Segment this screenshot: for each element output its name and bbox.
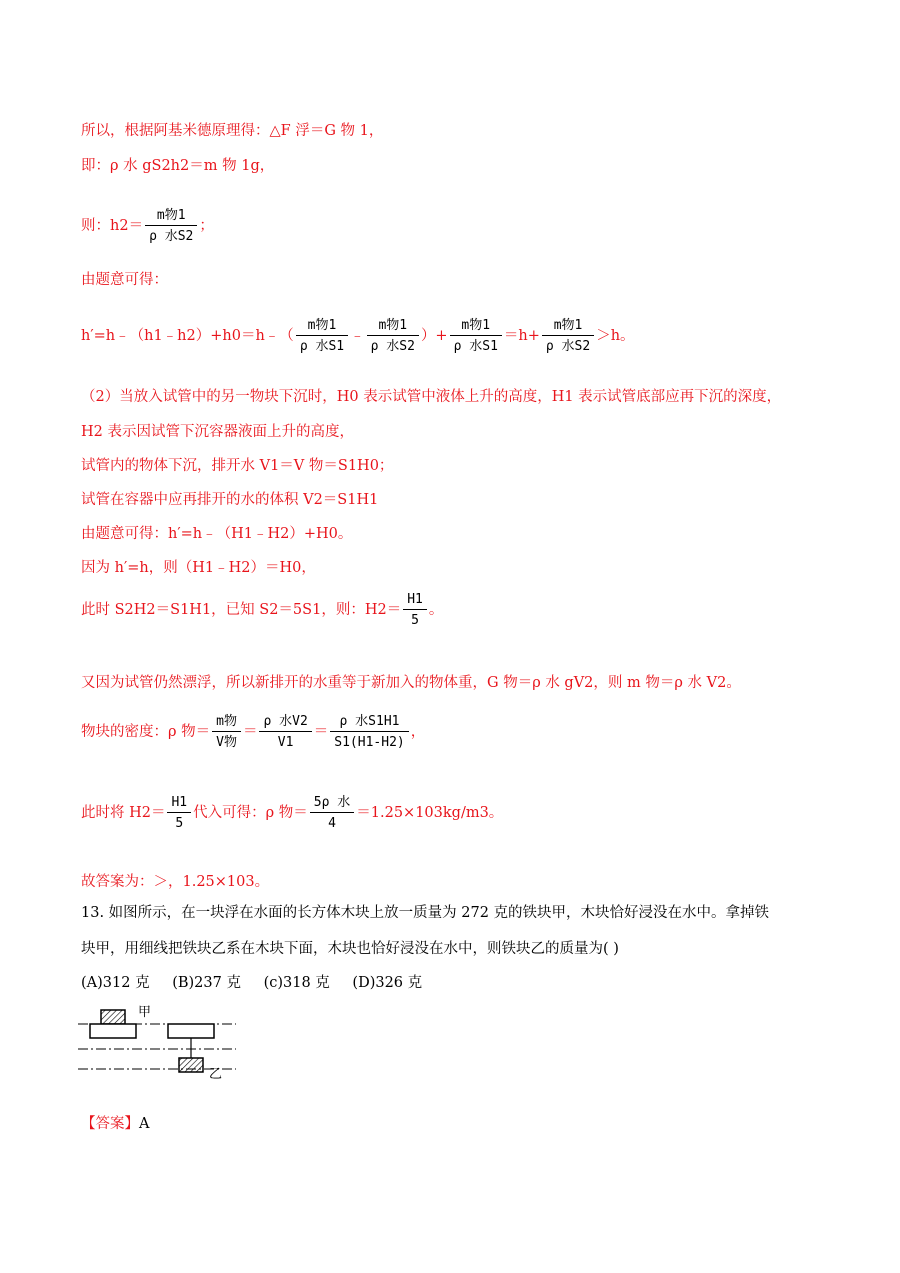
fraction-h1-over-5 [403, 591, 427, 629]
question-13-line-2: 块甲，用细线把铁块乙系在木块下面，木块也恰好浸没在水中，则铁块乙的质量为( ) [81, 941, 619, 957]
solution-line-15 [81, 793, 503, 833]
fraction-5rho-over-4 [310, 794, 354, 832]
denominator: V1 [277, 735, 294, 750]
answer-line [81, 1112, 149, 1133]
text: ＞h。 [596, 328, 635, 344]
text: ＝h+ [503, 328, 540, 344]
option-a: (A)312 克 [81, 975, 150, 991]
answer-label: 【答案】 [81, 1116, 139, 1132]
solution-line-5 [81, 316, 635, 356]
label-jia: 甲 [138, 1005, 152, 1020]
solution-line-1: 所以，根据阿基米德原理得：△F 浮＝G 物 1， [81, 123, 384, 139]
question-13-line-1: 13. 如图所示，在一块浮在水面的长方体木块上放一质量为 272 克的铁块甲，木块恰好浸没在水中。拿掉铁 [81, 905, 770, 921]
text: ， [410, 724, 426, 740]
text: 物块的密度：ρ 物＝ [81, 724, 211, 740]
iron-block-yi [179, 1058, 203, 1072]
text: 此时 S2H2＝S1H1，已知 S2＝5S1，则：H2＝ [81, 602, 402, 618]
numerator: m物1 [367, 317, 419, 336]
numerator: m物 [212, 713, 241, 732]
physics-diagram [78, 1003, 238, 1089]
label-yi: 乙 [209, 1067, 223, 1082]
text: 。 [428, 602, 444, 618]
denominator: ρ 水S1 [453, 339, 498, 354]
fraction [542, 317, 594, 355]
fraction-m1-over-rho-s2 [145, 207, 197, 245]
denominator: 5 [411, 613, 419, 628]
denominator: 4 [328, 816, 336, 831]
text: ＝1.25×103kg/m3。 [356, 805, 504, 821]
option-c: (c)318 克 [263, 975, 330, 991]
wood-block-right [168, 1024, 214, 1038]
text: ﹣ [350, 328, 365, 344]
option-b: (B)237 克 [172, 975, 241, 991]
solution-line-16: 故答案为：＞，1.25×103。 [81, 874, 270, 890]
denominator: ρ 水S1 [299, 339, 345, 354]
numerator: ρ 水S1H1 [330, 713, 408, 732]
denominator: ρ 水S2 [149, 229, 194, 244]
solution-line-2: 即：ρ 水 gS2h2＝m 物 1g， [81, 158, 275, 174]
answer-value: A [139, 1116, 150, 1132]
solution-line-13: 又因为试管仍然漂浮，所以新排开的水重等于新加入的物体重，G 物＝ρ 水 gV2，则 m 物＝ρ 水 V2。 [81, 675, 741, 691]
solution-line-7: H2 表示因试管下沉容器液面上升的高度， [81, 424, 354, 440]
numerator: m物1 [145, 207, 197, 226]
numerator: H1 [167, 794, 191, 813]
denominator: ρ 水S2 [545, 339, 591, 354]
numerator: m物1 [296, 317, 348, 336]
numerator: m物1 [542, 317, 594, 336]
numerator: H1 [403, 591, 427, 610]
text: h′=h﹣（h1﹣h2）+h0＝h﹣（ [81, 328, 294, 344]
denominator: S1(H1-H2) [334, 735, 405, 750]
fraction-rho-v2-over-v1 [259, 713, 311, 751]
text: ＝ [242, 724, 258, 740]
solution-line-11: 因为 h′=h，则（H1﹣H2）＝H0， [81, 560, 316, 576]
numerator: ρ 水V2 [259, 713, 311, 732]
fraction [296, 317, 348, 355]
text: ＝ [313, 724, 329, 740]
numerator: 5ρ 水 [310, 794, 354, 813]
solution-line-6: （2）当放入试管中的另一物块下沉时，H0 表示试管中液体上升的高度，H1 表示试管底部应再下沉的深度， [81, 389, 782, 405]
fraction [367, 317, 419, 355]
text: ； [199, 218, 214, 234]
solution-line-12 [81, 590, 443, 630]
option-d: (D)326 克 [352, 975, 423, 991]
denominator: V物 [216, 735, 237, 750]
text: 代入可得：ρ 物＝ [193, 805, 308, 821]
fraction [450, 317, 502, 355]
text: ）+ [420, 328, 448, 344]
options-row [81, 973, 422, 993]
solution-line-3 [81, 206, 214, 246]
solution-line-10: 由题意可得：h′=h﹣（H1﹣H2）+H0。 [81, 526, 353, 542]
denominator: 5 [175, 816, 184, 831]
denominator: ρ 水S2 [370, 339, 415, 354]
diagram-svg [78, 1003, 238, 1085]
fraction-m-over-v [212, 713, 241, 751]
solution-line-14 [81, 712, 425, 752]
solution-line-4: 由题意可得： [81, 272, 168, 288]
numerator: m物1 [450, 317, 502, 336]
fraction-rho-s1h1 [330, 713, 408, 751]
fraction-h1-over-5 [167, 794, 191, 832]
wood-block-left [90, 1024, 136, 1038]
text: 则：h2＝ [81, 218, 144, 234]
iron-block-jia [101, 1010, 125, 1024]
solution-line-9: 试管在容器中应再排开的水的体积 V2＝S1H1 [81, 492, 379, 508]
solution-line-8: 试管内的物体下沉，排开水 V1＝V 物＝S1H0； [81, 458, 394, 474]
text: 此时将 H2＝ [81, 805, 166, 821]
